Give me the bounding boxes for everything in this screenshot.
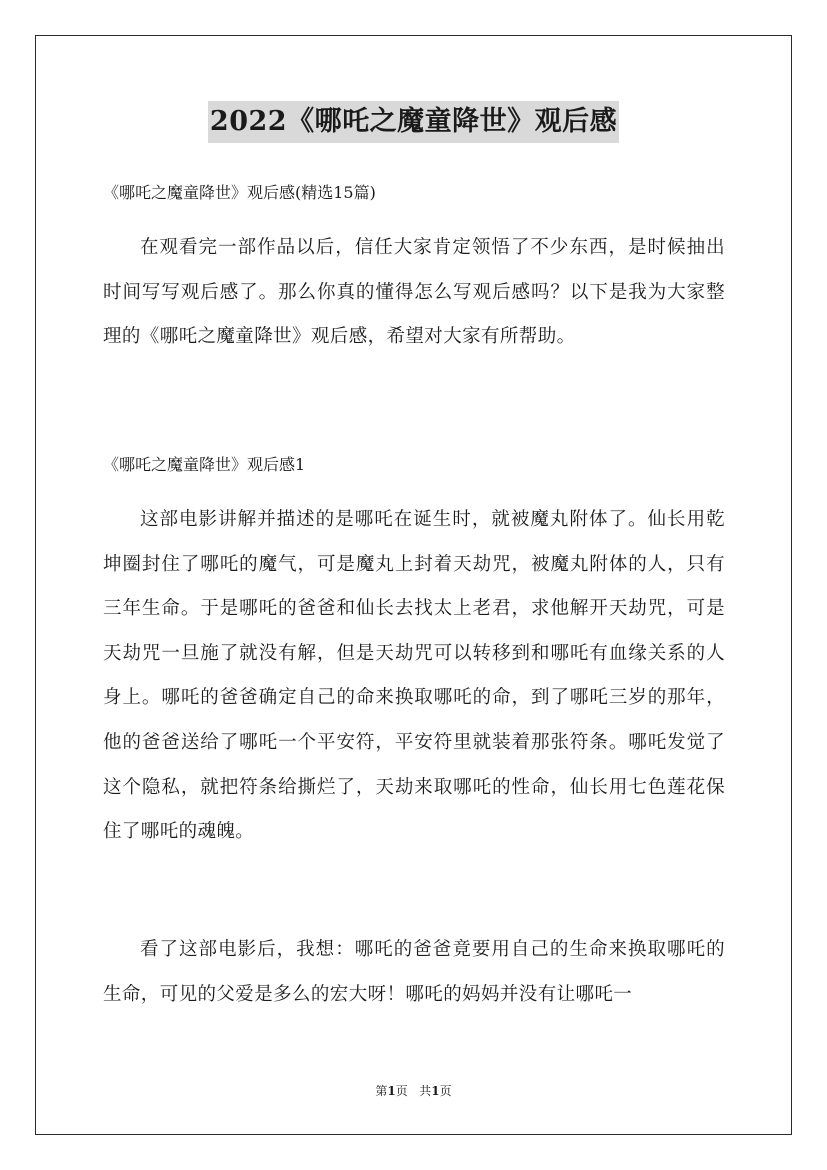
section-1-paragraph-2: 看了这部电影后，我想：哪吒的爸爸竟要用自己的生命来换取哪吒的生命，可见的父爱是多么的宏大呀！哪吒的妈妈并没有让哪吒一 — [103, 939, 725, 1005]
section-heading-1: 《哪吒之魔童降世》观后感1 — [103, 455, 306, 474]
intro-paragraph: 在观看完一部作品以后，信任大家肯定领悟了不少东西，是时候抽出时间写写观后感了。那么你真的懂得怎么写观后感吗？以下是我为大家整理的《哪吒之魔童降世》观后感，希望对大家有所帮助。 — [103, 237, 725, 348]
page-label-suffix: 页 — [395, 1084, 408, 1098]
page-number: 1 — [387, 1084, 396, 1098]
page-label-prefix: 第 — [375, 1084, 388, 1098]
page-footer — [0, 1082, 827, 1100]
title-container — [0, 101, 827, 143]
total-pages: 1 — [431, 1084, 440, 1098]
document-title: 2022《哪吒之魔童降世》观后感 — [208, 101, 619, 143]
section-1-paragraph-1: 这部电影讲解并描述的是哪吒在诞生时，就被魔丸附体了。仙长用乾坤圈封住了哪吒的魔气，可是魔丸上封着天劫咒，被魔丸附体的人，只有三年生命。于是哪吒的爸爸和仙长去找太上老君，求他解开天劫咒，可是天劫咒一旦施了就没有解，但是天劫咒可以转移到和哪吒有血缘关系的人身上。哪吒的爸爸确定自己的命来换取哪吒的命，到了哪吒三岁的那年，他的爸爸送给了哪吒一个平安符，平安符里就装着那张符条。哪吒发觉了这个隐私，就把符条给撕烂了，天劫来取哪吒的性命，仙长用七色莲花保住了哪吒的魂魄。 — [103, 509, 725, 843]
total-label-prefix: 共 — [419, 1084, 432, 1098]
document-subtitle: 《哪吒之魔童降世》观后感(精选15篇) — [103, 183, 376, 202]
total-label-suffix: 页 — [439, 1084, 452, 1098]
